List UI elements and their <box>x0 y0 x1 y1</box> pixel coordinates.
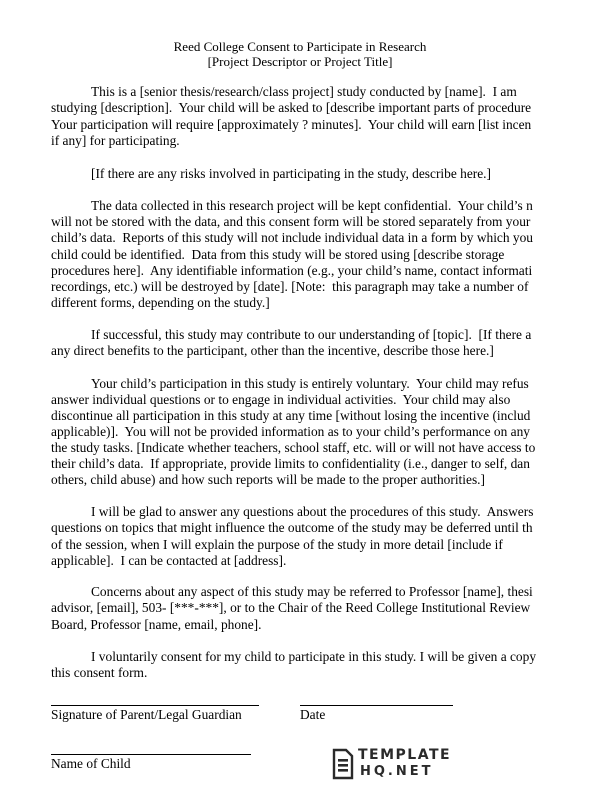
paragraph-5-line: answer individual questions or to engage in individual activities. Your child may also <box>51 392 511 407</box>
date-label: Date <box>300 707 326 722</box>
paragraph-6-line: of the session, when I will explain the purpose of the study in more detail [include if <box>51 537 503 552</box>
watermark-line-2: HQ.NET <box>360 764 434 779</box>
paragraph-3-line: The data collected in this research project will be kept confidential. Your child’s n <box>91 198 533 213</box>
paragraph-1-line: if any] for participating. <box>51 133 180 148</box>
paragraph-4-line: If successful, this study may contribute to our understanding of [topic]. [If there a <box>91 327 532 342</box>
parent-signature-line[interactable] <box>51 705 259 706</box>
paragraph-5-line: others, child abuse) and how such reports will be made to the proper authorities.] <box>51 472 485 487</box>
paragraph-5-line: Your child’s participation in this study is entirely voluntary. Your child may refus <box>91 376 529 391</box>
paragraph-6-line: applicable]. I can be contacted at [address]. <box>51 553 287 568</box>
paragraph-5-line: the study tasks. [Indicate whether teachers, school staff, etc. will or will not have access to <box>51 440 536 455</box>
paragraph-3-line: different forms, depending on the study.] <box>51 295 270 310</box>
paragraph-5-line: applicable)]. You will not be provided information as to your child’s performance on any <box>51 424 530 439</box>
watermark-line-1: TEMPLATE <box>358 747 452 763</box>
paragraph-1-line: Your participation will require [approximately ? minutes]. Your child will earn [list incen <box>51 117 532 132</box>
title-line-1: Reed College Consent to Participate in Research <box>173 39 427 54</box>
paragraph-2-line: [If there are any risks involved in participating in the study, describe here.] <box>91 166 491 181</box>
document-title <box>0 39 600 69</box>
paragraph-6-line: questions on topics that might influence the outcome of the study may be deferred until th <box>51 520 533 535</box>
paragraph-7-line: advisor, [email], 503- [***-***], or to the Chair of the Reed College Institutional Review <box>51 600 531 615</box>
paragraph-7-line: Board, Professor [name, email, phone]. <box>51 617 262 632</box>
paragraph-8-line: this consent form. <box>51 665 148 680</box>
paragraph-3-line: child’s data. Reports of this study will not include individual data in a form by which you <box>51 230 533 245</box>
child-name-line[interactable] <box>51 754 251 755</box>
child-name-label: Name of Child <box>51 756 131 771</box>
paragraph-3-line: child could be identified. Data from this study will be stored using [describe storage <box>51 247 505 262</box>
templatehq-watermark <box>332 746 452 782</box>
paragraph-5-line: discontinue all participation in this study at any time [without losing the incentive (includ <box>51 408 531 423</box>
paragraph-7-line: Concerns about any aspect of this study may be referred to Professor [name], thesi <box>91 584 533 599</box>
paragraph-3-line: recordings, etc.) will be destroyed by [date]. [Note: this paragraph may take a number of <box>51 279 529 294</box>
title-line-2: [Project Descriptor or Project Title] <box>207 54 393 69</box>
paragraph-1-line: This is a [senior thesis/research/class project] study conducted by [name]. I am <box>91 84 517 99</box>
paragraph-3-line: procedures here]. Any identifiable information (e.g., your child’s name, contact informati <box>51 263 533 278</box>
paragraph-8-line: I voluntarily consent for my child to participate in this study. I will be given a copy <box>91 649 537 664</box>
parent-signature-label: Signature of Parent/Legal Guardian <box>51 707 242 722</box>
paragraph-6-line: I will be glad to answer any questions about the procedures of this study. Answers <box>91 504 534 519</box>
paragraph-1-line: studying [description]. Your child will be asked to [describe important parts of procedure <box>51 100 532 115</box>
date-line[interactable] <box>300 705 453 706</box>
paragraph-4-line: any direct benefits to the participant, other than the incentive, describe those here.] <box>51 343 494 358</box>
paragraph-5-line: their child’s data. If appropriate, provide limits to confidentiality (i.e., danger to self, dan <box>51 456 530 471</box>
paragraph-3-line: will not be stored with the data, and this consent form will be stored separately from your <box>51 214 531 229</box>
document-icon <box>332 748 354 780</box>
